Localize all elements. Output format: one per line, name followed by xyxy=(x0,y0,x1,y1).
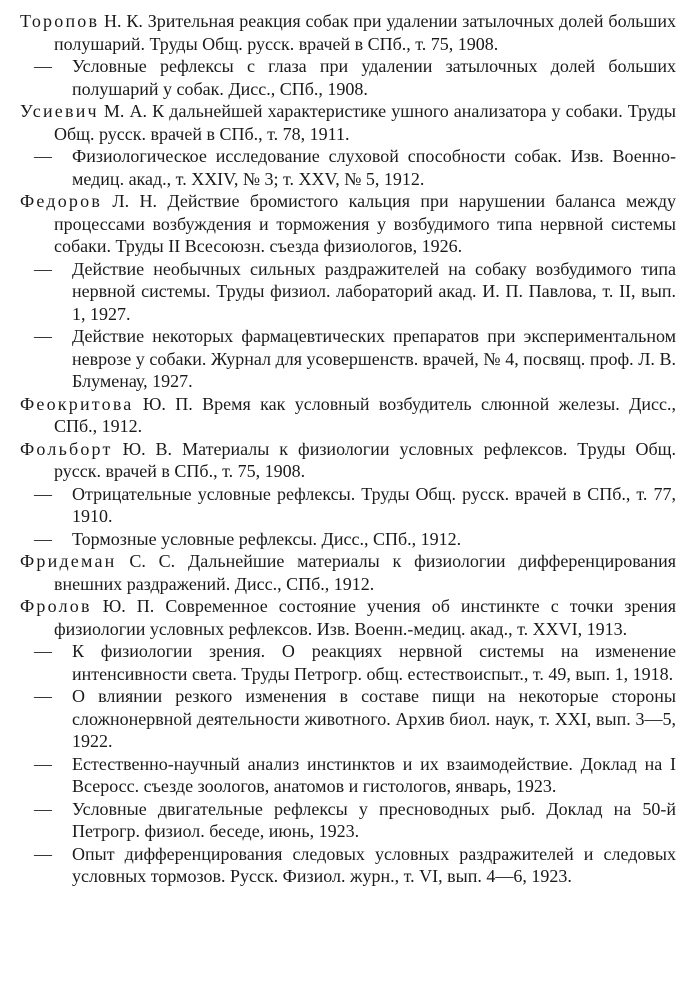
bibliography-entry xyxy=(20,393,676,438)
subentry-text: Физиологическое исследование слуховой способности собак. Изв. Военно-медиц. акад., т. XXIV, № 3; т. XXV, № 5, 1912. xyxy=(72,146,676,189)
entry-author: Фролов xyxy=(20,596,92,616)
bibliography-subentry xyxy=(20,798,676,843)
bibliography-subentry xyxy=(20,640,676,685)
entry-initials: М. А. xyxy=(103,101,148,121)
bibliography-subentry xyxy=(20,753,676,798)
entry-author: Федоров xyxy=(20,191,103,211)
entry-initials: Л. Н. xyxy=(112,191,158,211)
subentry-dash: — xyxy=(34,798,52,819)
entry-author: Фольборт xyxy=(20,438,113,459)
subentry-text: К физиологии зрения. О реакциях нервной системы на изменение интенсивности света. Труды Петрогр. общ. естествоиспыт., т. 49, вып. 1, 1918. xyxy=(72,641,676,684)
bibliography-entry xyxy=(20,550,676,595)
entry-text: Зрительная реакция собак при удалении затылочных долей больших полушарий. Труды Общ. русск. врачей в СПб., т. 75, 1908. xyxy=(54,11,677,54)
subentry-dash: — xyxy=(34,843,52,864)
subentry-dash: — xyxy=(34,258,52,279)
bibliography-entry xyxy=(20,190,676,258)
subentry-text: Условные рефлексы с глаза при удалении затылочных долей больших полушарий у собак. Дисс., СПб., 1908. xyxy=(72,56,676,99)
subentry-dash: — xyxy=(34,326,52,346)
subentry-text: О влиянии резкого изменения в составе пищи на некоторые стороны сложнонервной деятельности животного. Архив биол. наук, т. XXI, вып. 3—5, 1922. xyxy=(72,686,676,751)
subentry-text: Действие необычных сильных раздражителей на собаку возбудимого типа нервной системы. Труды физиол. лабораторий акад. И. П. Павлова, т. II, вып. 1, 1927. xyxy=(72,258,676,324)
bibliography-subentry xyxy=(20,258,676,326)
subentry-dash: — xyxy=(34,483,52,504)
bibliography-entry xyxy=(20,100,676,145)
subentry-dash: — xyxy=(34,686,52,706)
entry-text: Дальнейшие материалы к физиологии дифференцирования внешних раздражений. Дисс., СПб., 1912. xyxy=(54,551,677,594)
subentry-text: Естественно-научный анализ инстинктов и их взаимодействие. Доклад на I Всеросс. съезде зоологов, анатомов и гистологов, январь, 1923. xyxy=(72,753,676,796)
entry-text: Материалы к физиологии условных рефлексов. Труды Общ. русск. врачей в СПб., т. 75, 1908. xyxy=(54,438,677,481)
bibliography-subentry xyxy=(20,55,676,100)
bibliography-subentry xyxy=(20,528,676,551)
subentry-dash: — xyxy=(34,146,52,166)
bibliography-subentry xyxy=(20,843,676,888)
entry-initials: Ю. П. xyxy=(142,393,193,414)
bibliography-entry xyxy=(20,595,676,640)
entry-initials: Н. К. xyxy=(104,11,143,31)
entry-text: Действие бромистого кальция при нарушении баланса между процессами возбуждения и торможения у возбудимого типа нервной системы собаки. Труды II Всесоюзн. съезда физиологов, 1926. xyxy=(54,191,677,256)
subentry-dash: — xyxy=(34,528,52,549)
entry-text: Современное состояние учения об инстинкте с точки зрения физиологии условных рефлексов. Изв. Военн.-медиц. акад., т. XXVI, 1913. xyxy=(54,596,677,639)
bibliography-subentry xyxy=(20,325,676,393)
subentry-text: Отрицательные условные рефлексы. Труды Общ. русск. врачей в СПб., т. 77, 1910. xyxy=(72,483,676,526)
bibliography-entry xyxy=(20,10,676,55)
subentry-text: Действие некоторых фармацевтических препаратов при экспериментальном неврозе у собаки. Журнал для усовершенств. врачей, № 4, посвящ. проф. Л. В. Блуменау, 1927. xyxy=(72,326,676,391)
entry-text: Время как условный возбудитель слюнной железы. Дисс., СПб., 1912. xyxy=(54,393,676,436)
entry-author: Фридеман xyxy=(20,551,117,571)
entry-initials: Ю. П. xyxy=(102,596,155,616)
bibliography-subentry xyxy=(20,145,676,190)
subentry-dash: — xyxy=(34,56,52,76)
entry-text: К дальнейшей характеристике ушного анализатора у собаки. Труды Общ. русск. врачей в СПб., т. 78, 1911. xyxy=(54,101,676,144)
bibliography-entry xyxy=(20,438,676,483)
entry-author: Феокритова xyxy=(20,393,134,414)
subentry-text: Тормозные условные рефлексы. Дисс., СПб., 1912. xyxy=(72,528,462,549)
bibliography-subentry xyxy=(20,685,676,753)
entry-initials: С. С. xyxy=(129,551,176,571)
subentry-dash: — xyxy=(34,753,52,774)
subentry-text: Опыт дифференцирования следовых условных раздражителей и следовых условных тормозов. Русск. Физиол. журн., т. VI, вып. 4—6, 1923. xyxy=(72,843,676,886)
entry-initials: Ю. В. xyxy=(122,438,173,459)
subentry-text: Условные двигательные рефлексы у пресноводных рыб. Доклад на 50-й Петрогр. физиол. беседе, июнь, 1923. xyxy=(72,798,676,841)
subentry-dash: — xyxy=(34,641,52,661)
entry-author: Усиевич xyxy=(20,101,99,121)
bibliography-subentry xyxy=(20,483,676,528)
entry-author: Торопов xyxy=(20,11,100,31)
